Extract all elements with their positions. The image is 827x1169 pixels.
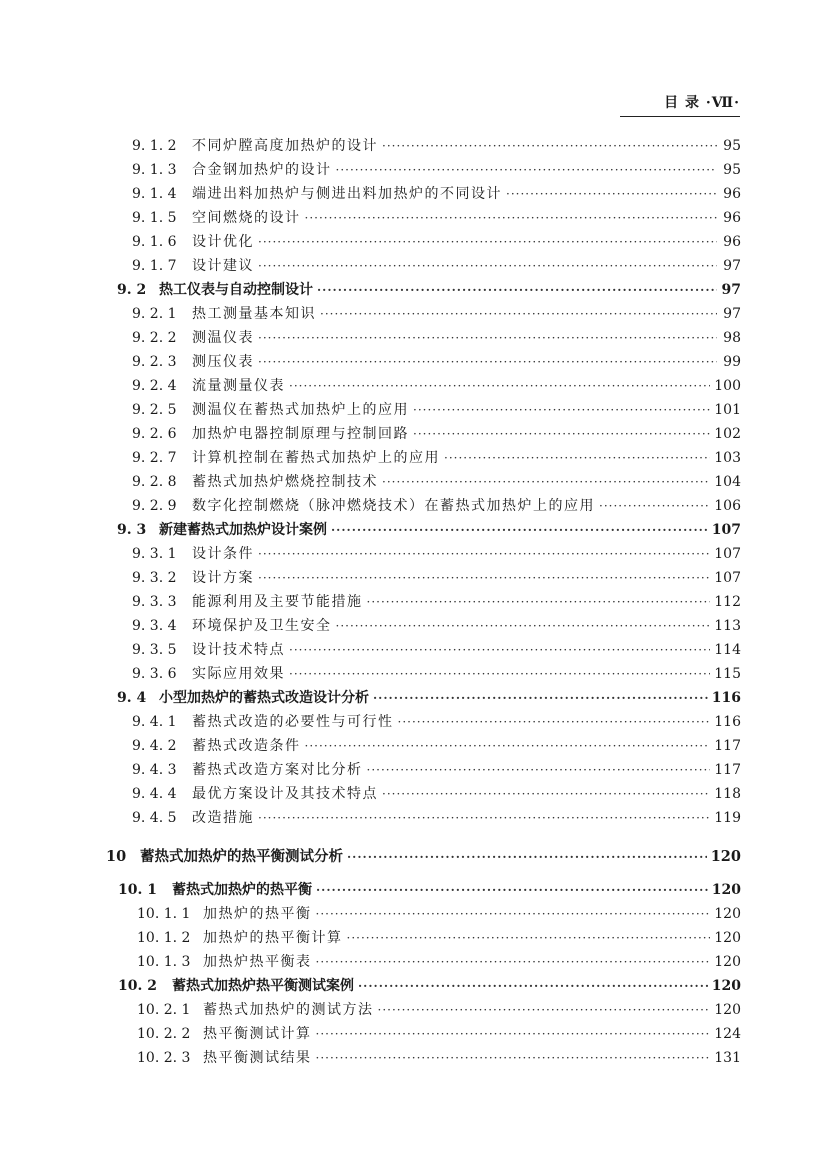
toc-entry-title: 小型加热炉的蓄热式改造设计分析 bbox=[159, 690, 369, 706]
toc-entry[interactable] bbox=[132, 591, 741, 611]
toc-entry[interactable] bbox=[132, 711, 741, 731]
leader-dots bbox=[367, 763, 711, 777]
leader-dots bbox=[258, 331, 717, 345]
leader-dots bbox=[258, 355, 717, 369]
toc-entry-title: 合金钢加热炉的设计 bbox=[192, 162, 332, 178]
toc-entry[interactable] bbox=[132, 159, 741, 179]
toc-entry-title: 蓄热式加热炉热平衡测试案例 bbox=[172, 978, 354, 994]
toc-entry-page: 114 bbox=[714, 642, 741, 658]
leader-dots bbox=[258, 571, 710, 585]
toc-entry-number: 9. 4. 4 bbox=[132, 786, 177, 802]
toc-entry-number: 9. 2. 2 bbox=[132, 330, 177, 346]
toc-entry-title: 最优方案设计及其技术特点 bbox=[192, 786, 378, 802]
leader-dots bbox=[336, 619, 711, 633]
toc-entry-number: 9. 3. 5 bbox=[132, 642, 177, 658]
toc-entry-page: 113 bbox=[714, 618, 741, 634]
toc-entry-title: 热工仪表与自动控制设计 bbox=[159, 282, 313, 298]
toc-entry-title: 设计建议 bbox=[192, 258, 254, 274]
leader-dots bbox=[289, 379, 710, 393]
toc-entry-page: 106 bbox=[714, 498, 741, 514]
toc-entry[interactable] bbox=[137, 927, 741, 947]
leader-dots bbox=[367, 595, 711, 609]
toc-entry-page: 131 bbox=[714, 1050, 741, 1066]
leader-dots bbox=[378, 1003, 711, 1017]
toc-entry-page: 120 bbox=[711, 978, 741, 994]
toc-entry[interactable] bbox=[132, 735, 741, 755]
toc-entry-number: 9. 1. 6 bbox=[132, 234, 177, 250]
toc-entry-number: 9. 4 bbox=[117, 690, 147, 706]
toc-entry-page: 120 bbox=[711, 882, 741, 898]
toc-entry[interactable] bbox=[132, 471, 741, 491]
toc-entry-page: 107 bbox=[711, 522, 741, 538]
toc-entry-title: 蓄热式改造方案对比分析 bbox=[192, 762, 363, 778]
leader-dots bbox=[358, 979, 708, 993]
toc-entry[interactable] bbox=[132, 639, 741, 659]
toc-entry-page: 112 bbox=[714, 594, 741, 610]
toc-entry-title: 加热炉热平衡表 bbox=[203, 954, 312, 970]
toc-entry-page: 120 bbox=[714, 1002, 741, 1018]
leader-dots bbox=[305, 739, 711, 753]
toc-entry[interactable] bbox=[132, 327, 741, 347]
toc-entry-title: 蓄热式加热炉的热平衡 bbox=[172, 882, 312, 898]
toc-entry-page: 96 bbox=[723, 210, 741, 226]
toc-entry-title: 能源利用及主要节能措施 bbox=[192, 594, 363, 610]
toc-entry-title: 蓄热式加热炉燃烧控制技术 bbox=[192, 474, 378, 490]
toc-entry[interactable] bbox=[132, 567, 741, 587]
toc-entry-number: 9. 1. 4 bbox=[132, 186, 177, 202]
toc-entry-number: 9. 2. 8 bbox=[132, 474, 177, 490]
toc-entry-title: 新建蓄热式加热炉设计案例 bbox=[159, 522, 327, 538]
toc-entry[interactable] bbox=[132, 423, 741, 443]
toc-entry-number: 9. 3 bbox=[117, 522, 147, 538]
leader-dots bbox=[316, 1051, 711, 1065]
leader-dots bbox=[258, 811, 710, 825]
toc-entry-title: 不同炉膛高度加热炉的设计 bbox=[192, 138, 378, 154]
toc-entry[interactable] bbox=[118, 879, 741, 899]
toc-entry[interactable] bbox=[132, 447, 741, 467]
toc-entry-title: 设计优化 bbox=[192, 234, 254, 250]
toc-entry[interactable] bbox=[132, 663, 741, 683]
toc-entry-title: 实际应用效果 bbox=[192, 666, 285, 682]
toc-entry-number: 9. 4. 5 bbox=[132, 810, 177, 826]
toc-entry-page: 97 bbox=[723, 306, 741, 322]
leader-dots bbox=[347, 850, 707, 864]
toc-entry-title: 测温仪在蓄热式加热炉上的应用 bbox=[192, 402, 409, 418]
toc-entry[interactable] bbox=[132, 231, 741, 251]
toc-entry-title: 计算机控制在蓄热式加热炉上的应用 bbox=[192, 450, 440, 466]
toc-entry-page: 116 bbox=[711, 690, 741, 706]
leader-dots bbox=[382, 787, 710, 801]
leader-dots bbox=[258, 259, 717, 273]
leader-dots bbox=[373, 691, 708, 705]
toc-entry-number: 9. 2. 6 bbox=[132, 426, 177, 442]
toc-entry-page: 120 bbox=[714, 954, 741, 970]
toc-entry[interactable] bbox=[132, 615, 741, 635]
toc-entry-title: 加热炉电器控制原理与控制回路 bbox=[192, 426, 409, 442]
toc-entry-number: 9. 3. 4 bbox=[132, 618, 177, 634]
toc-entry-title: 蓄热式加热炉的热平衡测试分析 bbox=[140, 848, 343, 865]
toc-entry-title: 端进出料加热炉与侧进出料加热炉的不同设计 bbox=[192, 186, 502, 202]
leader-dots bbox=[316, 1027, 711, 1041]
leader-dots bbox=[316, 883, 708, 897]
leader-dots bbox=[305, 211, 718, 225]
toc-entry-page: 117 bbox=[714, 762, 741, 778]
toc-entry-title: 环境保护及卫生安全 bbox=[192, 618, 332, 634]
toc-entry[interactable] bbox=[137, 951, 741, 971]
toc-entry[interactable] bbox=[137, 1023, 741, 1043]
leader-dots bbox=[382, 475, 710, 489]
toc-entry-title: 流量测量仪表 bbox=[192, 378, 285, 394]
toc-entry[interactable] bbox=[132, 759, 741, 779]
toc-entry-title: 空间燃烧的设计 bbox=[192, 210, 301, 226]
toc-entry-page: 97 bbox=[723, 258, 741, 274]
toc-entry[interactable] bbox=[132, 255, 741, 275]
toc-entry-page: 99 bbox=[723, 354, 741, 370]
toc-entry-page: 95 bbox=[723, 162, 741, 178]
leader-dots bbox=[444, 451, 710, 465]
leader-dots bbox=[289, 643, 710, 657]
toc-entry[interactable] bbox=[137, 1047, 741, 1067]
toc-entry-number: 10. 2. 1 bbox=[137, 1002, 191, 1018]
toc-entry-number: 9. 2. 3 bbox=[132, 354, 177, 370]
toc-entry-page: 103 bbox=[714, 450, 741, 466]
toc-entry[interactable] bbox=[137, 903, 741, 923]
toc-entry-title: 加热炉的热平衡 bbox=[203, 906, 312, 922]
toc-entry-title: 热工测量基本知识 bbox=[192, 306, 316, 322]
toc-entry-number: 9. 1. 2 bbox=[132, 138, 177, 154]
toc-entry-number: 9. 2. 4 bbox=[132, 378, 177, 394]
toc-entry-page: 107 bbox=[714, 546, 741, 562]
leader-dots bbox=[336, 163, 718, 177]
toc-entry-title: 测压仪表 bbox=[192, 354, 254, 370]
toc-entry-page: 101 bbox=[714, 402, 741, 418]
running-header: 目 录 ·Ⅶ· bbox=[620, 92, 740, 117]
toc-entry-number: 9. 4. 3 bbox=[132, 762, 177, 778]
leader-dots bbox=[382, 139, 717, 153]
leader-dots bbox=[331, 523, 708, 537]
leader-dots bbox=[317, 283, 717, 297]
leader-dots bbox=[258, 547, 710, 561]
toc-entry[interactable] bbox=[132, 399, 741, 419]
toc-entry[interactable] bbox=[118, 975, 741, 995]
toc-entry-number: 9. 2. 7 bbox=[132, 450, 177, 466]
toc-entry-page: 120 bbox=[714, 930, 741, 946]
toc-entry-number: 9. 3. 3 bbox=[132, 594, 177, 610]
toc-entry[interactable] bbox=[117, 519, 741, 539]
toc-entry-number: 9. 3. 1 bbox=[132, 546, 177, 562]
toc-entry-page: 102 bbox=[714, 426, 741, 442]
toc-entry-number: 10. 1. 3 bbox=[137, 954, 191, 970]
toc-entry-number: 10. 1 bbox=[118, 882, 157, 898]
toc-entry-page: 97 bbox=[721, 282, 741, 298]
toc-entry-page: 96 bbox=[723, 234, 741, 250]
toc-entry-page: 104 bbox=[714, 474, 741, 490]
toc-entry-page: 100 bbox=[714, 378, 741, 394]
toc-entry-number: 9. 2. 5 bbox=[132, 402, 177, 418]
leader-dots bbox=[316, 907, 711, 921]
toc-entry[interactable] bbox=[117, 687, 741, 707]
leader-dots bbox=[599, 499, 710, 513]
toc-entry-number: 9. 1. 7 bbox=[132, 258, 177, 274]
leader-dots bbox=[347, 931, 711, 945]
toc-entry-title: 设计条件 bbox=[192, 546, 254, 562]
leader-dots bbox=[413, 427, 710, 441]
toc-entry-page: 96 bbox=[723, 186, 741, 202]
toc-entry[interactable] bbox=[117, 279, 741, 299]
toc-entry-number: 9. 1. 3 bbox=[132, 162, 177, 178]
toc-entry-number: 9. 2 bbox=[117, 282, 147, 298]
toc-entry-title: 改造措施 bbox=[192, 810, 254, 826]
toc-entry[interactable] bbox=[137, 999, 741, 1019]
toc-entry-title: 设计技术特点 bbox=[192, 642, 285, 658]
toc-entry-page: 116 bbox=[714, 714, 741, 730]
toc-entry-title: 加热炉的热平衡计算 bbox=[203, 930, 343, 946]
toc-entry[interactable] bbox=[132, 207, 741, 227]
leader-dots bbox=[320, 307, 717, 321]
toc-entry-page: 115 bbox=[714, 666, 741, 682]
toc-entry-page: 119 bbox=[714, 810, 741, 826]
toc-entry-number: 10 bbox=[106, 848, 127, 865]
toc-entry-title: 蓄热式加热炉的测试方法 bbox=[203, 1002, 374, 1018]
toc-entry-title: 测温仪表 bbox=[192, 330, 254, 346]
toc-entry-page: 95 bbox=[723, 138, 741, 154]
toc-entry[interactable] bbox=[132, 183, 741, 203]
toc-entry-number: 10. 1. 1 bbox=[137, 906, 191, 922]
toc-entry-title: 热平衡测试计算 bbox=[203, 1026, 312, 1042]
toc-entry-number: 9. 3. 2 bbox=[132, 570, 177, 586]
toc-entry-page: 107 bbox=[714, 570, 741, 586]
toc-entry[interactable] bbox=[132, 375, 741, 395]
toc-entry-page: 118 bbox=[714, 786, 741, 802]
toc-entry[interactable] bbox=[132, 543, 741, 563]
toc-entry-number: 9. 4. 2 bbox=[132, 738, 177, 754]
toc-entry-number: 9. 2. 9 bbox=[132, 498, 177, 514]
leader-dots bbox=[506, 187, 717, 201]
leader-dots bbox=[413, 403, 710, 417]
toc-entry[interactable] bbox=[132, 783, 741, 803]
toc-entry[interactable] bbox=[132, 807, 741, 827]
toc-entry-number: 10. 2. 3 bbox=[137, 1050, 191, 1066]
toc-entry-page: 124 bbox=[714, 1026, 741, 1042]
toc-entry-page: 117 bbox=[714, 738, 741, 754]
toc-entry[interactable] bbox=[132, 303, 741, 323]
toc-entry-title: 热平衡测试结果 bbox=[203, 1050, 312, 1066]
toc-entry[interactable] bbox=[132, 351, 741, 371]
toc-entry-title: 蓄热式改造的必要性与可行性 bbox=[192, 714, 394, 730]
toc-entry-title: 设计方案 bbox=[192, 570, 254, 586]
toc-entry-title: 数字化控制燃烧（脉冲燃烧技术）在蓄热式加热炉上的应用 bbox=[192, 498, 595, 514]
toc-entry-number: 10. 2 bbox=[118, 978, 157, 994]
toc-entry-number: 9. 1. 5 bbox=[132, 210, 177, 226]
toc-entry-number: 9. 2. 1 bbox=[132, 306, 177, 322]
toc-entry[interactable] bbox=[132, 135, 741, 155]
leader-dots bbox=[289, 667, 710, 681]
leader-dots bbox=[316, 955, 711, 969]
toc-entry-page: 98 bbox=[723, 330, 741, 346]
toc-entry-number: 9. 4. 1 bbox=[132, 714, 177, 730]
toc-entry-number: 10. 1. 2 bbox=[137, 930, 191, 946]
toc-entry-title: 蓄热式改造条件 bbox=[192, 738, 301, 754]
leader-dots bbox=[398, 715, 711, 729]
toc-entry[interactable] bbox=[106, 845, 741, 865]
toc-entry-number: 9. 3. 6 bbox=[132, 666, 177, 682]
leader-dots bbox=[258, 235, 717, 249]
toc-entry-page: 120 bbox=[714, 906, 741, 922]
toc-entry-number: 10. 2. 2 bbox=[137, 1026, 191, 1042]
toc-entry-page: 120 bbox=[710, 848, 741, 865]
toc-entry[interactable] bbox=[132, 495, 741, 515]
